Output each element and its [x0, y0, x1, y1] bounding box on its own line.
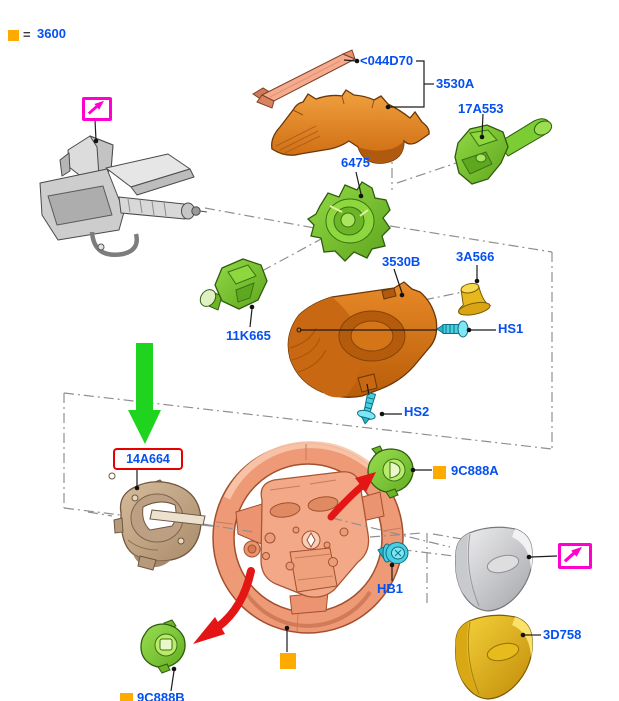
view-callout-button-column[interactable] — [82, 97, 112, 121]
housing-6475-part — [308, 182, 390, 261]
label-14a664-highlighted[interactable] — [113, 448, 183, 470]
legend-equals: = — [23, 27, 31, 42]
wheel-back-cover-silver — [456, 527, 533, 611]
steering-column-assembly — [40, 136, 207, 255]
group-marker-9c888b — [120, 693, 133, 701]
group-marker-9c888a — [433, 466, 446, 479]
label-14a664-text: 14A664 — [126, 452, 170, 466]
group-marker-steering-wheel — [280, 653, 296, 669]
label-group-3600[interactable]: 3600 — [37, 26, 66, 41]
lower-shroud-part — [288, 282, 436, 397]
label-9c888a[interactable]: 9C888A — [451, 463, 499, 478]
wheel-back-cover-yellow — [456, 615, 533, 699]
label-hs2[interactable]: HS2 — [404, 404, 430, 419]
multifunction-switch-part — [455, 118, 554, 184]
wiper-switch-part — [197, 259, 267, 310]
screw-hs1-part — [437, 321, 468, 337]
green-arrow — [128, 343, 161, 444]
label-044d70[interactable]: <044D70 — [360, 53, 414, 68]
label-hb1[interactable]: HB1 — [377, 581, 404, 596]
grommet-part — [453, 280, 491, 317]
external-view-arrow-icon — [85, 100, 107, 116]
label-3d758[interactable]: 3D758 — [543, 627, 582, 642]
label-3530b[interactable]: 3530B — [382, 254, 421, 269]
label-hs1[interactable]: HS1 — [498, 321, 524, 336]
label-3530a[interactable]: 3530A — [436, 76, 475, 91]
clockspring-part — [109, 473, 205, 570]
view-callout-button-cover[interactable] — [558, 543, 592, 569]
label-3a566[interactable]: 3A566 — [456, 249, 495, 264]
switch-9c888b-part — [141, 620, 185, 673]
upper-shroud-part — [272, 90, 429, 163]
label-6475[interactable]: 6475 — [341, 155, 370, 170]
label-9c888b[interactable]: 9C888B — [137, 690, 185, 701]
external-view-arrow-icon — [561, 546, 585, 564]
legend-swatch — [8, 30, 19, 41]
label-11k665[interactable]: 11K665 — [226, 328, 271, 343]
label-17a553[interactable]: 17A553 — [458, 101, 504, 116]
